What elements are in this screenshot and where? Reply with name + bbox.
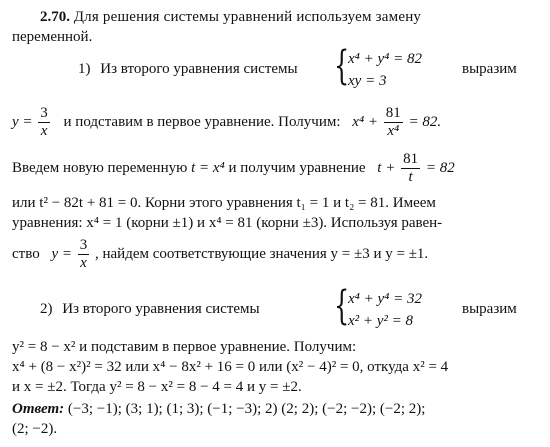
part1-result-tail: = 82. <box>408 114 442 130</box>
system-1-eq2: xy = 3 <box>348 73 387 89</box>
part1-line1 <box>78 60 298 78</box>
problem-intro-2: переменной. <box>12 29 93 45</box>
part1-line3 <box>12 150 455 186</box>
part1-line3-e: = 82 <box>425 160 455 176</box>
system-1 <box>334 44 444 94</box>
answer-line1 <box>12 400 425 418</box>
part2-line1 <box>40 300 260 318</box>
answer-label: Ответ: <box>12 401 65 417</box>
system-1-eq1: x⁴ + y⁴ = 82 <box>348 51 422 67</box>
system-2 <box>334 284 444 334</box>
part1-line3-fraction <box>401 151 420 186</box>
part2-text-a: Из второго уравнения системы <box>62 301 260 317</box>
system-2-eq2: x² + y² = 8 <box>348 313 414 329</box>
part1-result-den: x⁴ <box>387 123 400 140</box>
part2-text-b: выразим <box>462 301 517 317</box>
part1-line6-den: x <box>80 255 87 272</box>
part1-line6-a: ство <box>12 246 40 262</box>
part1-line6 <box>12 236 428 272</box>
part1-line2 <box>12 104 441 140</box>
part1-label: 1) <box>78 61 91 77</box>
part1-fraction <box>38 105 50 140</box>
part1-text-b: выразим <box>462 61 517 77</box>
problem-intro-1: Для решения системы уравнений используем замену <box>73 9 422 25</box>
part1-line3-a: Введем новую переменную <box>12 160 188 176</box>
part1-result-num: 81 <box>385 105 401 122</box>
part1-line6-num: 3 <box>79 237 88 254</box>
system-2-brace: { <box>334 283 350 329</box>
part1-line6-fraction <box>78 237 90 272</box>
part1-frac-num: 3 <box>40 105 48 122</box>
part1-line5: уравнения: x⁴ = 1 (корни ±1) и x⁴ = 81 (корни ±3). Используя равен- <box>12 215 443 231</box>
part2-line3: x⁴ + (8 − x²)² = 32 или x⁴ − 8x² + 16 = 0 или (x² − 4)² = 0, откуда x² = 4 <box>12 359 449 375</box>
part1-line4: или t² − 82t + 81 = 0. Корни этого уравнения t₁ = 1 и t₂ = 81. Имеем <box>12 195 436 211</box>
part1-line3-num: 81 <box>403 151 419 168</box>
part1-result-fraction <box>384 105 403 140</box>
part1-line3-b: t = x⁴ <box>191 160 225 176</box>
part1-line6-b: y = <box>51 246 72 262</box>
part2-line2: y² = 8 − x² и подставим в первое уравнение. Получим: <box>12 339 357 355</box>
part1-y-eq: y = <box>12 114 33 130</box>
system-1-brace: { <box>334 43 350 89</box>
part2-label: 2) <box>40 301 53 317</box>
part1-line6-c: , найдем соответствующие значения y = ±3 и y = ±1. <box>94 246 429 262</box>
part1-line3-c: и получим уравнение <box>228 160 366 176</box>
part1-line3-den: t <box>408 169 413 186</box>
part1-frac-den: x <box>40 123 48 140</box>
part1-text-c: и подставим в первое уравнение. Получим: <box>63 114 341 130</box>
part1-line3-d: t + <box>377 160 396 176</box>
answer-text-1: (−3; −1); (3; 1); (1; 3); (−1; −3); 2) (2; 2); (−2; −2); (−2; 2); <box>67 401 426 417</box>
part1-result-x4: x⁴ + <box>352 114 379 130</box>
system-2-eq1: x⁴ + y⁴ = 32 <box>348 291 422 307</box>
part1-text-a: Из второго уравнения системы <box>100 61 298 77</box>
problem-number: 2.70. <box>40 9 70 25</box>
problem-header <box>40 8 421 26</box>
part2-line4: и x = ±2. Тогда y² = 8 − x² = 8 − 4 = 4 и y = ±2. <box>12 379 302 395</box>
answer-line2: (2; −2). <box>12 421 58 437</box>
